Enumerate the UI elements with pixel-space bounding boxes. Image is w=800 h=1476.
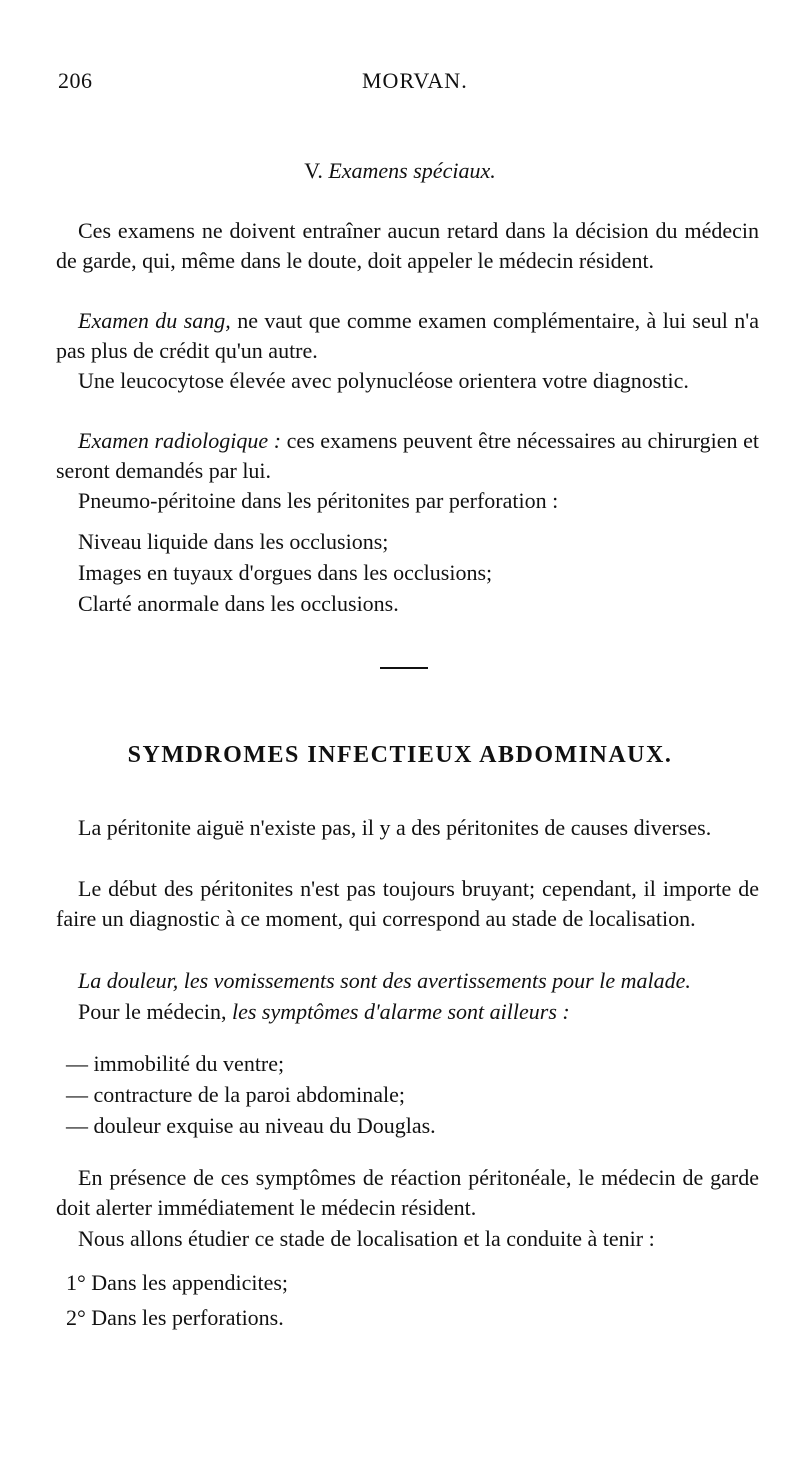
paragraph-douleur: La douleur, les vomissements sont des avertissements pour le malade. — [78, 968, 691, 993]
paragraph-peritonite: La péritonite aiguë n'existe pas, il y a des péritonites de causes diverses. — [78, 815, 712, 840]
list-item: — contracture de la paroi abdominale; — [66, 1082, 406, 1107]
examen-radiologique-label: Examen radiologique : — [78, 428, 282, 453]
list-item: Niveau liquide dans les occlusions; — [78, 529, 389, 554]
symptomes-alarme: les symptômes d'alarme sont ailleurs : — [231, 999, 570, 1024]
section-divider — [380, 667, 428, 669]
examen-sang-label: Examen du sang, — [78, 308, 231, 333]
examen-sang-text: ne vaut que comme examen complémentaire, à lui seul n'a pas plus de crédit qu'un autre. — [56, 308, 759, 363]
paragraph-examen-radiologique — [56, 426, 759, 486]
page-number: 206 — [58, 68, 93, 93]
list-item: — immobilité du ventre; — [66, 1051, 285, 1076]
paragraph-leucocytose: Une leucocytose élevée avec polynucléose orientera votre diagnostic. — [78, 368, 689, 393]
running-title: MORVAN. — [362, 68, 468, 93]
list-item: Clarté anormale dans les occlusions. — [78, 591, 399, 616]
chapter-title: SYMDROMES INFECTIEUX ABDOMINAUX. — [127, 742, 673, 768]
paragraph-medecin — [78, 997, 781, 1027]
paragraph-nous-allons: Nous allons étudier ce stade de localisation et la conduite à tenir : — [78, 1226, 655, 1251]
paragraph-examen-sang — [56, 306, 759, 366]
paragraph-examens: Ces examens ne doivent entraîner aucun retard dans la décision du médecin de garde, qui, même dans le doute, doit appeler le médecin résident. — [56, 218, 759, 273]
examen-radiologique-text: ces examens peuvent être nécessaires au chirurgien et seront demandés par lui. — [56, 428, 759, 483]
list-item: 2° Dans les perforations. — [66, 1305, 284, 1330]
list-item: 1° Dans les appendicites; — [66, 1270, 289, 1295]
medecin-text: Pour le médecin, — [78, 999, 232, 1024]
paragraph-en-presence: En présence de ces symptômes de réaction péritonéale, le médecin de garde doit alerter immédiatement le médecin résident. — [56, 1165, 759, 1220]
list-item: Images en tuyaux d'orgues dans les occlusions; — [78, 560, 493, 585]
list-item: — douleur exquise au niveau du Douglas. — [66, 1113, 436, 1138]
paragraph-pneumo-peritoine: Pneumo-péritoine dans les péritonites par perforation : — [78, 488, 559, 513]
section-title: Examens spéciaux. — [328, 158, 496, 183]
section-numeral: V. — [304, 158, 323, 183]
section-heading — [0, 158, 800, 184]
paragraph-debut: Le début des péritonites n'est pas toujours bruyant; cependant, il importe de faire un diagnostic à ce moment, qui correspond au stade de localisation. — [56, 876, 759, 931]
